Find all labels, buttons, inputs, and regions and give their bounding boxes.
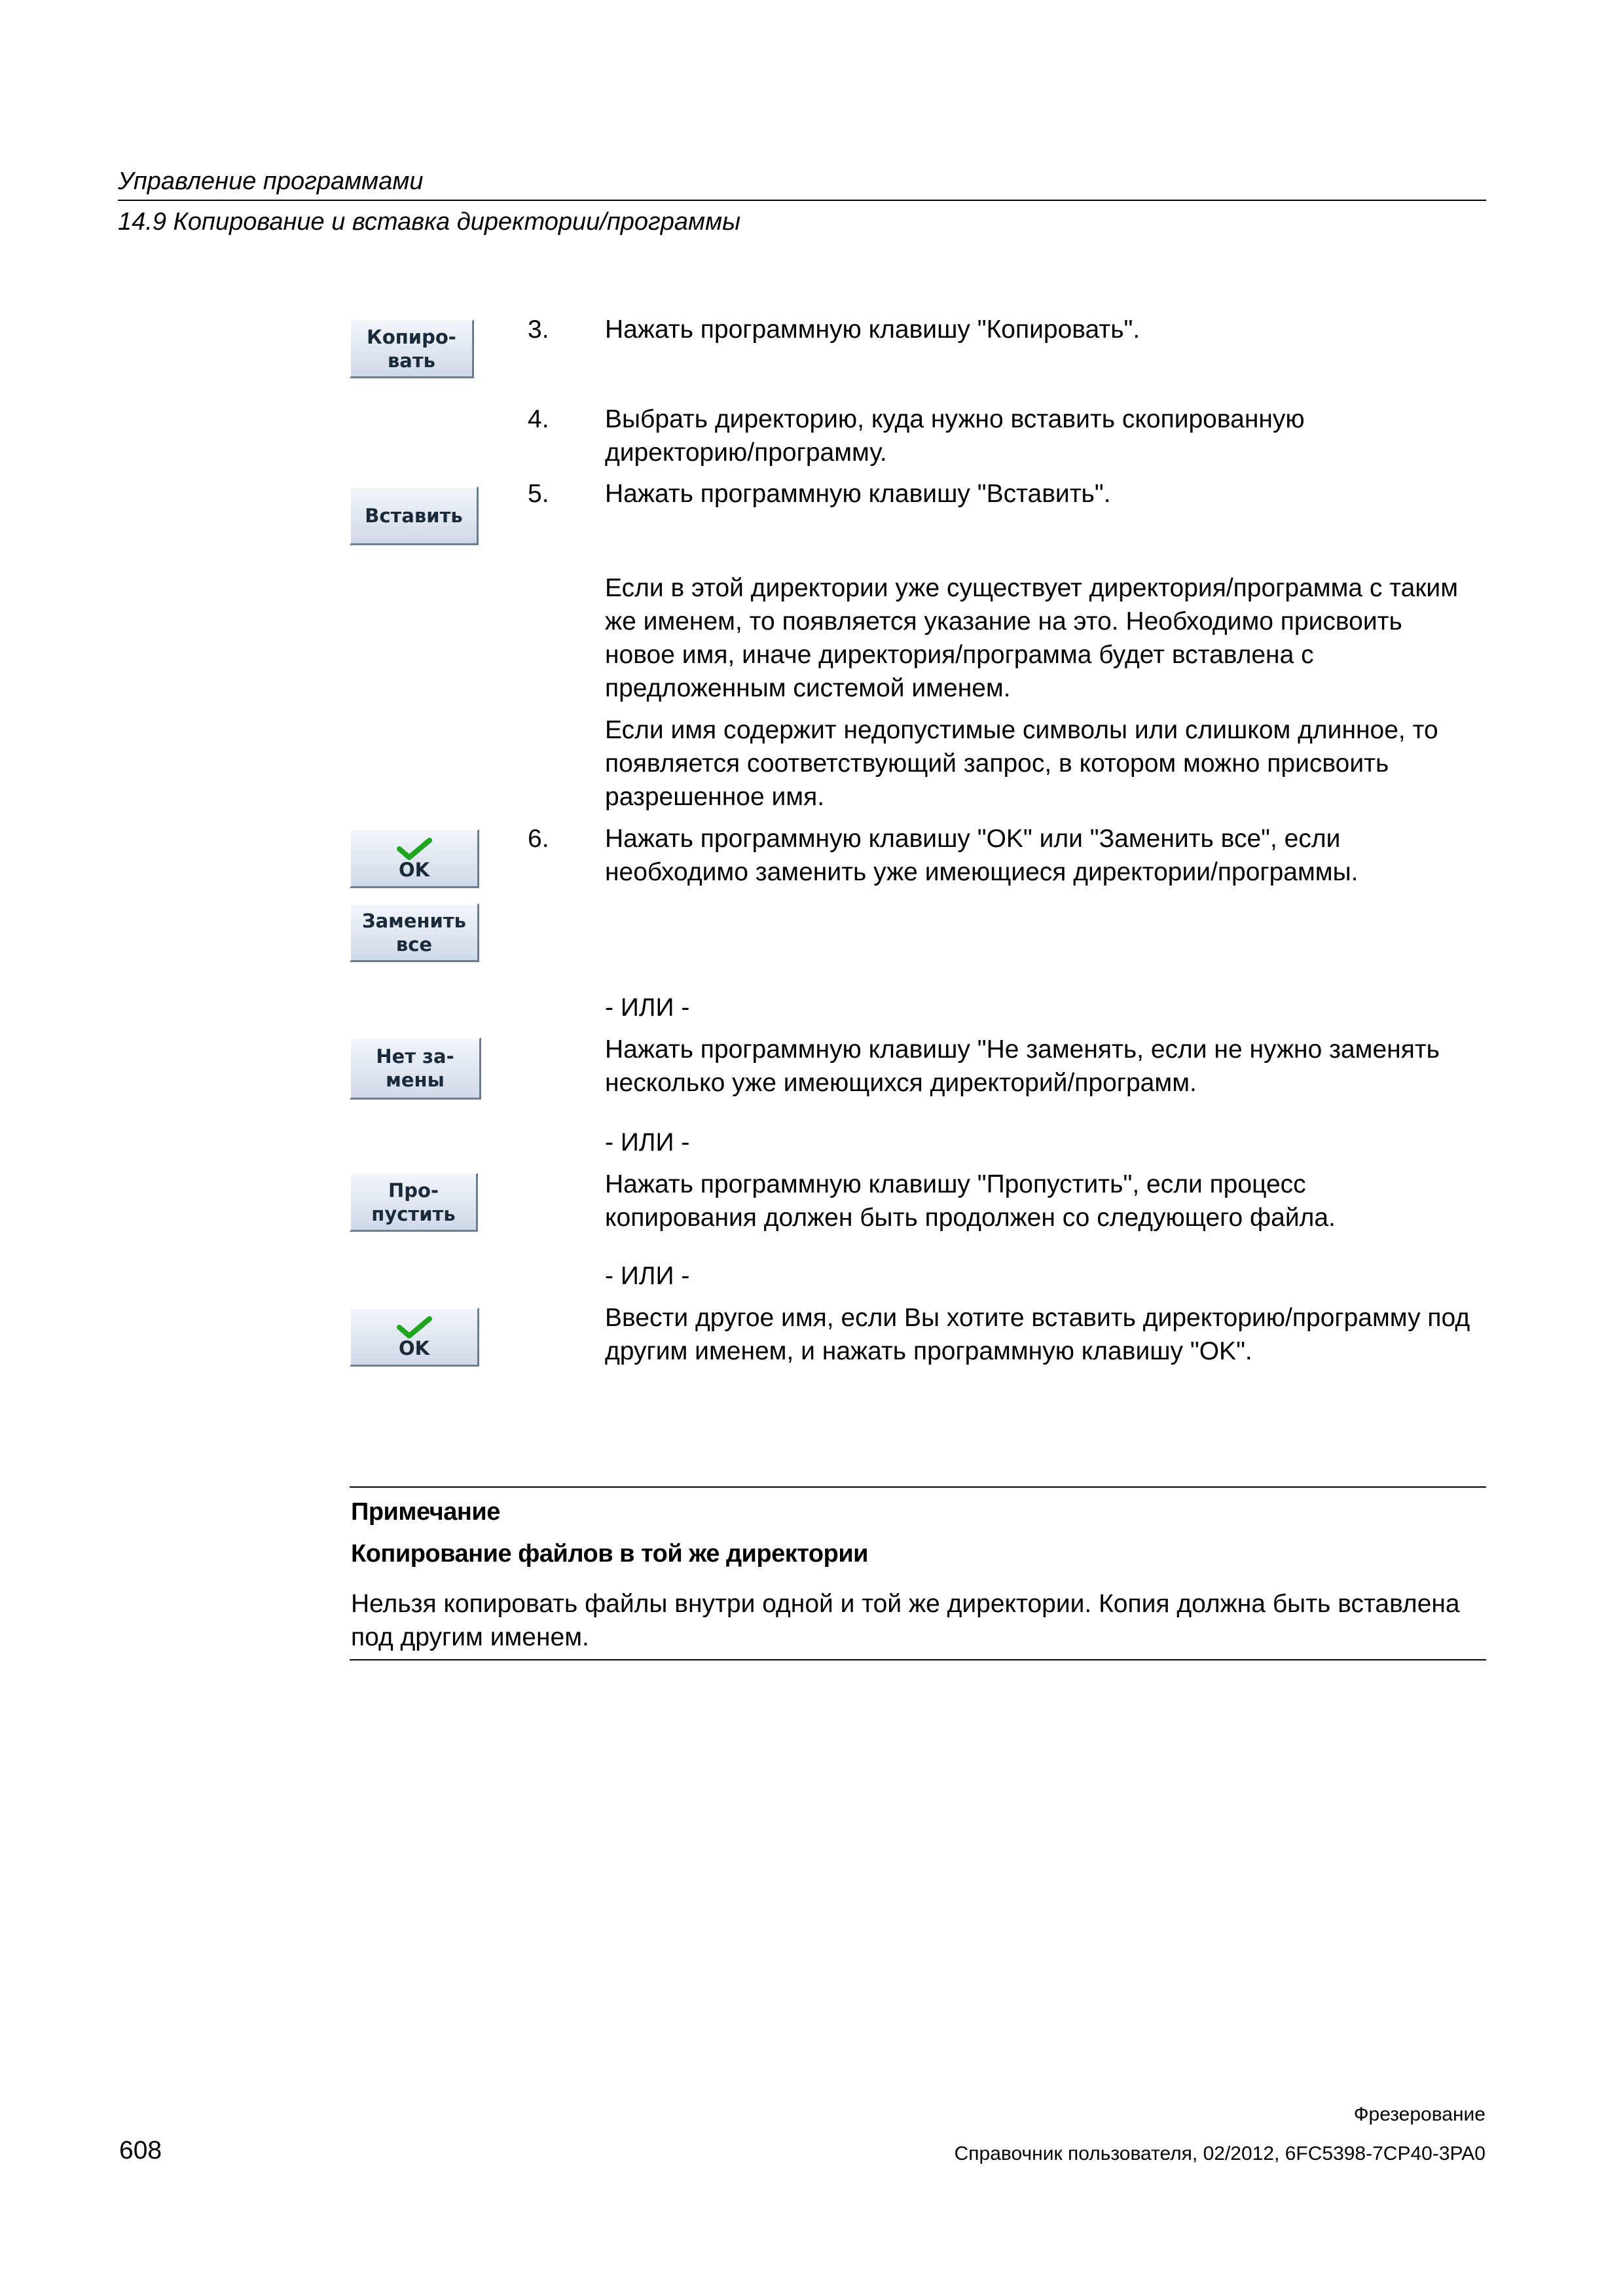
step-5-detail-1: Если в этой директории уже существует директория/программа с таким же именем, то появляется указание на это. Необходимо присвоить новое имя, иначе директория/программа будет вставлена с предложенным системой именем. — [605, 574, 1459, 702]
step-5-detail-2: Если имя содержит недопустимые символы или слишком длинное, то появляется соответствующий запрос, в котором можно присвоить разрешенное имя. — [605, 716, 1438, 811]
chapter-title: Управление программами — [118, 168, 424, 195]
check-icon — [397, 1316, 432, 1338]
note-title: Копирование файлов в той же директории — [351, 1540, 869, 1568]
or-separator-1: - ИЛИ - — [605, 994, 690, 1022]
ok-softkey[interactable] — [350, 829, 479, 888]
copy-softkey-line2: вать — [387, 349, 436, 372]
or-separator-3: - ИЛИ - — [605, 1262, 690, 1290]
step-4-text: Выбрать директорию, куда нужно вставить скопированную директорию/программу. — [605, 405, 1305, 467]
alternative-3-text: Ввести другое имя, если Вы хотите вставить директорию/программу под другим именем, и нажать программную клавишу "OK". — [605, 1304, 1470, 1365]
ok-softkey-2[interactable] — [350, 1308, 479, 1367]
ok-softkey-label: OK — [398, 858, 430, 881]
ok-softkey-2-label: OK — [398, 1336, 430, 1359]
step-6-text: Нажать программную клавишу "OK" или "Заменить все", если необходимо заменить уже имеющиеся директории/программы. — [605, 825, 1359, 886]
replace-all-softkey[interactable] — [350, 903, 479, 962]
replace-all-softkey-line2: все — [395, 933, 433, 956]
alternative-1-text: Нажать программную клавишу "Не заменять, если не нужно заменять несколько уже имеющихся директорий/программ. — [605, 1035, 1440, 1097]
note-bottom-rule — [350, 1659, 1486, 1660]
footer-manual: Справочник пользователя, 02/2012, 6FC5398-7CP40-3PA0 — [954, 2143, 1486, 2164]
step-5-number: 5. — [528, 480, 549, 508]
step-5-text: Нажать программную клавишу "Вставить". — [605, 480, 1111, 508]
step-3-number: 3. — [528, 315, 549, 344]
replace-all-softkey-line1: Заменить — [361, 909, 467, 932]
copy-softkey[interactable] — [350, 319, 474, 378]
no-replace-softkey-line2: мены — [386, 1069, 445, 1091]
note-body: Нельзя копировать файлы внутри одной и той же директории. Копия должна быть вставлена под другим именем. — [351, 1590, 1460, 1651]
skip-softkey-line1: Про- — [388, 1179, 439, 1202]
footer-product: Фрезерование — [1353, 2104, 1486, 2125]
paste-softkey[interactable] — [350, 486, 479, 545]
no-replace-softkey-line1: Нет за- — [376, 1045, 454, 1067]
step-6-number: 6. — [528, 825, 549, 853]
skip-softkey[interactable] — [350, 1173, 478, 1232]
step-4-number: 4. — [528, 405, 549, 433]
step-3-text: Нажать программную клавишу "Копировать". — [605, 315, 1140, 344]
page-number: 608 — [119, 2136, 162, 2164]
check-icon — [397, 838, 432, 860]
section-title: 14.9 Копирование и вставка директории/программы — [118, 208, 741, 236]
skip-softkey-line2: пустить — [371, 1202, 456, 1225]
header-rule — [118, 200, 1486, 201]
note-top-rule — [350, 1486, 1486, 1488]
paste-softkey-label: Вставить — [365, 504, 463, 527]
no-replace-softkey[interactable] — [350, 1037, 481, 1100]
alternative-2-text: Нажать программную клавишу "Пропустить", если процесс копирования должен быть продолжен со следующего файла. — [605, 1170, 1336, 1232]
note-label: Примечание — [351, 1498, 500, 1526]
copy-softkey-line1: Копиро- — [367, 325, 456, 348]
or-separator-2: - ИЛИ - — [605, 1128, 690, 1157]
